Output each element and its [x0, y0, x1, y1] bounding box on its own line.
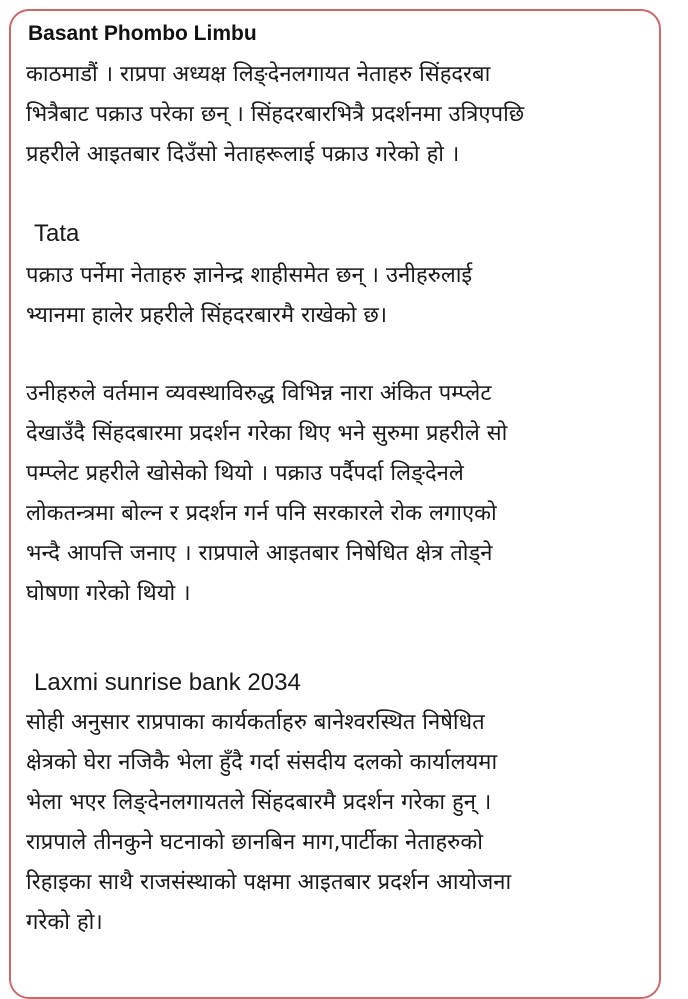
- text-line: राप्रपाले तीनकुने घटनाको छानबिन माग,पार्टीका नेताहरुको: [26, 830, 483, 855]
- text-line: प्रहरीले आइतबार दिउँसो नेताहरूलाई पक्राउ गरेको हो ।: [26, 142, 460, 167]
- text-line: पक्राउ पर्नेमा नेताहरु ज्ञानेन्द्र शाहीसमेत छन् । उनीहरुलाई: [26, 263, 473, 288]
- text-line: पम्प्लेट प्रहरीले खोसेको थियो । पक्राउ पर्दैपर्दा लिङ्देनले: [26, 461, 464, 486]
- text-line: क्षेत्रको घेरा नजिकै भेला हुँदै गर्दा संसदीय दलको कार्यालयमा: [26, 750, 498, 775]
- text-line: भेला भएर लिङ्देनलगायतले सिंहदबारमै प्रदर्शन गरेका हुन् ।: [26, 790, 492, 815]
- post-paragraph-1: [26, 55, 646, 175]
- text-line: लोकतन्त्रमा बोल्न र प्रदर्शन गर्न पनि सरकारले रोक लगाएको: [26, 501, 497, 526]
- text-line: रिहाइका साथै राजसंस्थाको पक्षमा आइतबार प्रदर्शन आयोजना: [26, 870, 512, 895]
- author-name[interactable]: Basant Phombo Limbu: [28, 22, 257, 45]
- text-line: उनीहरुले वर्तमान व्यवस्थाविरुद्ध विभिन्न नारा अंकित पम्प्लेट: [26, 381, 492, 406]
- text-line: भ्यानमा हालेर प्रहरीले सिंहदरबारमै राखेको छ।: [26, 303, 388, 328]
- text-line: सोही अनुसार राप्रपाका कार्यकर्ताहरु बानेश्वरस्थित निषेधित: [26, 710, 485, 735]
- inline-label-tata: Tata: [34, 220, 80, 247]
- text-line: काठमाडौं । राप्रपा अध्यक्ष लिङ्देनलगायत नेताहरु सिंहदरबा: [26, 62, 491, 87]
- inline-label-bank: Laxmi sunrise bank 2034: [34, 669, 301, 696]
- text-line: भित्रैबाट पक्राउ परेका छन् । सिंहदरबारभित्रै प्रदर्शनमा उत्रिएपछि: [26, 102, 525, 127]
- text-line: देखाउँदै सिंहदबारमा प्रदर्शन गरेका थिए भने सुरुमा प्रहरीले सो: [26, 421, 508, 446]
- text-line: घोषणा गरेको थियो ।: [26, 581, 191, 606]
- text-line: गरेको हो।: [26, 910, 103, 935]
- post-paragraph-4: [26, 703, 646, 943]
- text-line: भन्दै आपत्ति जनाए । राप्रपाले आइतबार निषेधित क्षेत्र तोड्ने: [26, 541, 493, 566]
- post-paragraph-3: [26, 374, 646, 614]
- post-paragraph-2: [26, 256, 646, 336]
